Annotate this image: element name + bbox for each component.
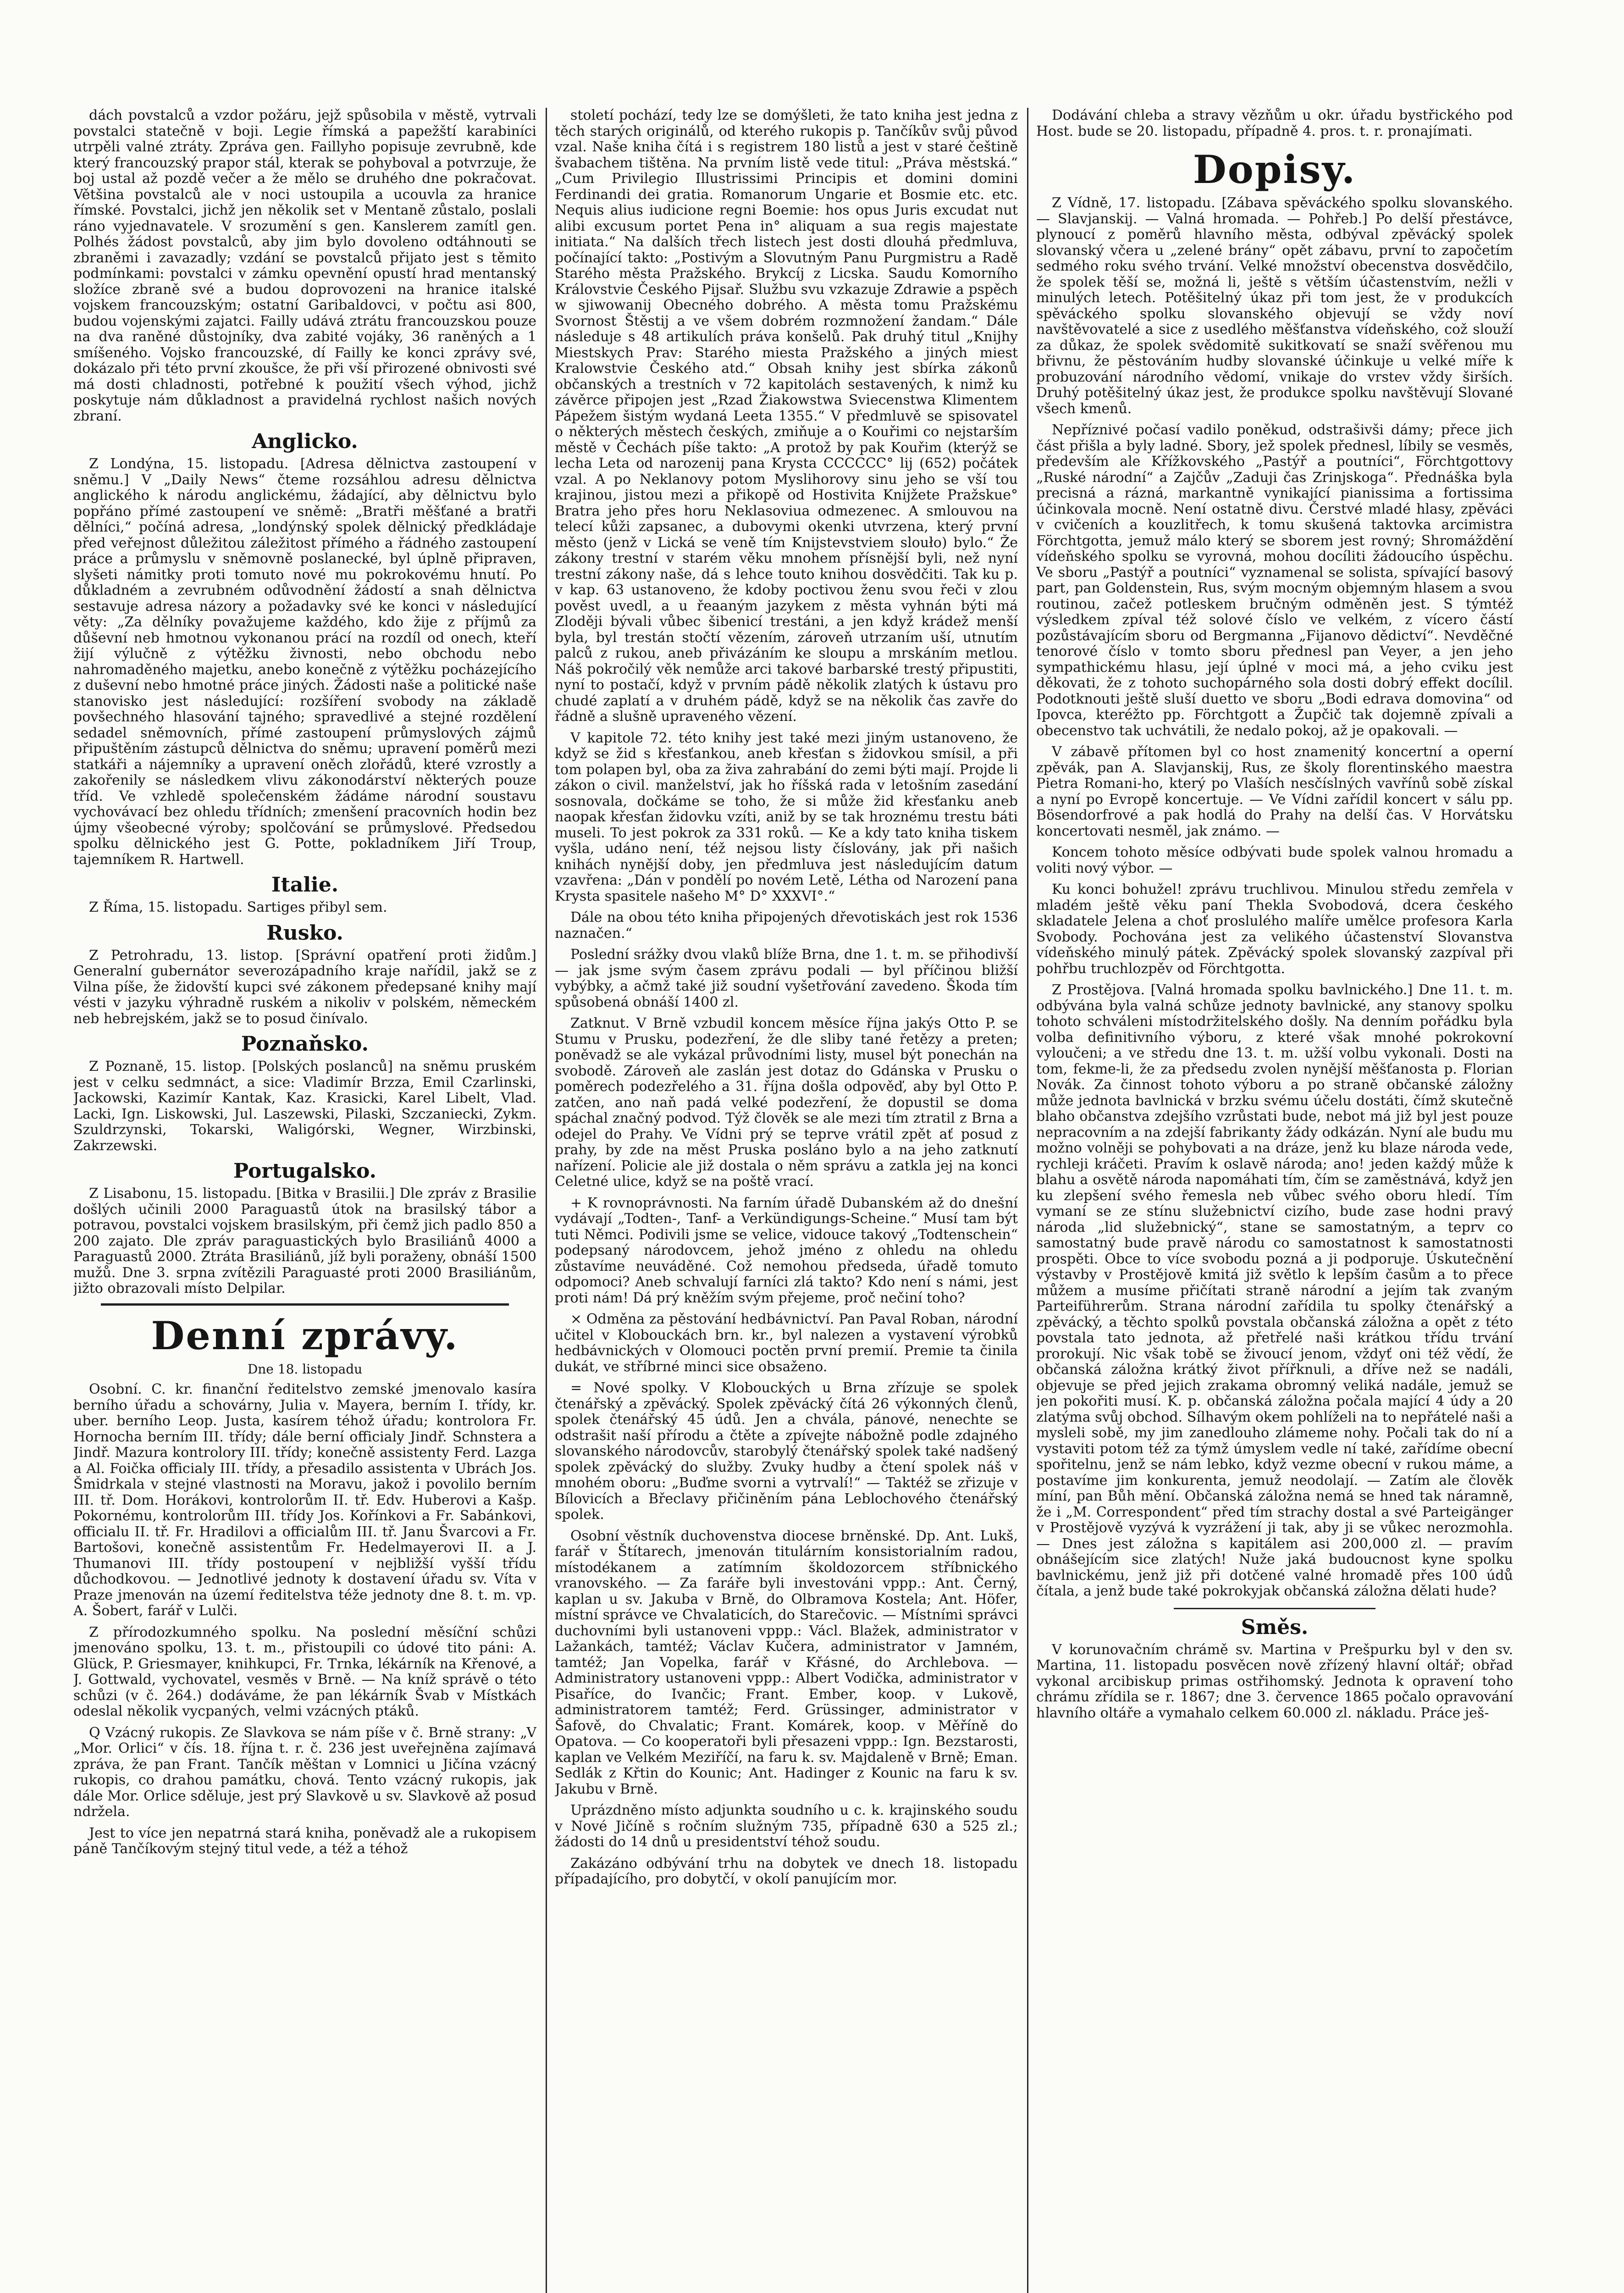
article-paragraph: Z Prostějova. [Valná hromada spolku bavlnického.] Dne 11. t. m. odbývána byla valná schůze jednoty bavlnické, any stanovy spolku tohoto schváleni místodržitelského došly. Na denním pořádku byla volba definitivního výboru, z které však mnohé pokrokovní vyloučeni; a ve středu dne 13. t. m. užší volbu vykonali. Dosti na tom, fekme-li, že za předsedu zvolen nynější měšťanosta p. Florian Novák. Za činnost tohoto výboru a po straně občanské záložny může jednota bavlnická v brzku svému účelu dostáti, čímž skutečně blaho občanstva zdejšího vzrůstati bude, nebot má již byl jest pouze nepracovním a na zdejší fabrikanty žády odkázán. Nyní ale budu mu možno volněji se pohybovati a na dráze, jenž ku blaze národa vede, rychleji kráčeti. Pravím k oslavě národa; ano! jeden každý může k blahu a osvětě národa napomáhati tím, čím se zaměstnává, když jen ku zlepšení svého řemesla neb vůbec svého oboru hledí. Tím vymaní se ze stínu služebnictví cizího, bude zase hodni pravý národa „lid služebnický“, stane se samostatným, a teprv co samostatný bude pravě národu co samostatnost k samostatnosti prospěti. Obce to více svobodu pozná a ji podporuje. Úskutečnění výstavby v Prostějově kmitá již světlo k lepším časům a to přece můžem a musíme přičítati straně národní a jejím tak zvaným Parteiführerům. Strana národní zařídila tu spolky čtenářský a zpěvácký, a těchto spolků povstala občanská záložna a opět z této povstala tato jednota, až přetřelé naši krátkou třídu trvání prorokují. Nic však tobě se živoucí jenom, vždyť oni též vědí, že občanská záložna krátký život přířknuli, a dříve než se nadáli, objevuje se před jejich zrakama obromný veliká nadále, jemuž se jen pokořiti musí. K. p. občanská záložna počala mající 4 údy a 20 zlatýma svůj obchod. Sílhavým okem pohlíželi na to nepřátelé naši a mysleli sobě, my jim zanedlouho zlámeme nohy. Počali tak do ní a vystaviti potom též za týmž úmyslem vedle ní také, zařídíme obecní spořitelnu, jenž se nám lebko, když vezme obecní v rukou máme, a postavíme jim konkurenta, jemuž neodolají. — Zatím ale člověk míní, pan Bůh mění. Občanská záložna nemá se hned tak náramně, že i „M. Correspondent“ před tím strachy dostal a své Parteigänger v Prostějově vyzývá k vyzrážení ji tak, aby ji se vůkec nerozmohla. — Dnes jest záložna s kapitálem asi 200,000 zl. — pravím obnášejícím sice zlatých! Nuže jaká budoucnost kyne spolku bavlnickému, jenž již při dotčené valné hromadě přes 100 údů čítala, a jenž bude také pokrokyjak občanská záložna dělati hude? [1036, 982, 1513, 1599]
article-paragraph: Osobní. C. kr. finanční ředitelstvo zemské jmenovalo kasíra berního úřadu a schovárny, Julia v. Mayera, berním I. třídy, kr. uber. berního Leop. Justa, kasírem téhož úřadu; kontrolora Fr. Hornocha berním III. třídy; dále berní officialy Jindř. Schnstera a Jindř. Mazura kontrolory III. třídy; konečně assistenty Ferd. Lazga a Al. Foička officialy III. třídy, a přesadilo assistenta v Ubrách Jos. Šmidrkala v stejné vlastnosti na Moravu, jakož i povolilo berním III. tř. Dom. Horákovi, kontrolorům II. tř. Edv. Huberovi a Kašp. Pokornému, kontrolorům III. třídy Jos. Kořínkovi a Fr. Sabánkovi, officialu II. tř. Fr. Hradilovi a officialům III. tř. Janu Švarcovi a Fr. Bartošovi, konečně assistentům Fr. Hedelmayerovi II. a J. Thumanovi III. třídy postoupení v nejbližší vyšší třídu důchodkovou. — Jednotlivé jednoty k dostavení úřadu sv. Víta v Praze jmenován na území ředitelstva téže jednoty dne 8. t. m. vp. A. Šobert, farář v Lulči. [73, 1381, 536, 1619]
section-heading: Směs. [1241, 1615, 1309, 1639]
article-paragraph: Dodávání chleba a stravy vězňům u okr. úřadu bystřického pod Host. bude se 20. listopadu, případně 4. pros. t. r. pronajímati. [1036, 108, 1513, 139]
article-paragraph: Zakázáno odbývání trhu na dobytek ve dnech 18. listopadu případajícího, pro dobytčí, v okolí panujícím mor. [555, 1855, 1018, 1887]
column-3 [1036, 108, 1513, 2293]
article-paragraph: Z Vídně, 17. listopadu. [Zábava spěváckého spolku slovanského. — Slavjanskij. — Valná hromada. — Pohřeb.] Po delší přestávce, plynoucí z poměrů hlavního města, odbýval zpěvácký spolek slovanský včera u „zelené brány“ opět zábavu, první to započetím sedmého roku svého trvání. Velké množství obecenstva dosvědčilo, že spolek těší se, možná li, ještě s větším účastenstvím, nežli v minulých letech. Potěšitelný úkaz při tom jest, že v produkcích spěváckého spolku slovanského objevují se vždy noví navštěvovatelé a sice z usedlého měšťanstva vídeňského, což slouží za důkaz, že spolek svědomitě sukitkovatí se snaží svěřenou mu břivnu, že pěstováním hudby slovanské účinkuje u velké míře k probuzování národního vědomí, vnikaje do vrstev vždy širších. Druhý potěšitelný úkaz jest, že produkce spolku navštěvují Slované všech kmenů. [1036, 195, 1513, 417]
section-heading: Rusko. [266, 921, 343, 945]
article-paragraph: Zatknut. V Brně vzbudil koncem měsíce října jakýs Otto P. se Stumu v Prusku, podezření, že dle sliby tané řetězy a preten; poněvadž se ale vykázal průvodními listy, musel být ponechán na svobodě. Zároveň ale zaslán jest dotaz do Gdánska v Prusku o poměrech podezřelého a 31. října došla odpověď, aby byl Otto P. zatčen, ano naň padá velké podezření, že dopustil se doma spáchal značný podvod. Týž člověk se ale mezi tím ztratil z Brna a odejel do Prahy. Ve Vídni prý se teprve vrátil zpět ať posud z prahy, by zde na měst Pruska posláno bylo a na jeho zatknutí nařízení. Policie ale již dostala o něm správu a zatkla jej na konci Celetné ulice, když se na poště vrací. [555, 1015, 1018, 1190]
section-heading: Anglicko. [252, 430, 358, 453]
divider [101, 1303, 509, 1306]
section-heading: Poznaňsko. [241, 1032, 369, 1056]
article-paragraph: = Nové spolky. V Klobouckých u Brna zřízuje se spolek čtenářský a zpěvácký. Spolek zpěvácký čítá 26 výkonných členů, spolek čtenářský 45 údů. Jen a chvála, pánové, nenechte se odstrašit naší přírodu a čtěte a zpívejte nábožně podle zdajného slovanského národovcův, starobylý čtenářský spolek také nadšený spolek zpěvácký do služby. Zvuky hudby a čtení spolek náš v mnohém oboru: „Buďme svorni a vytrvalí!“ — Taktéž se zřizuje v Bílovicích a Břeclavy přičiněním pána Leblochového čtenářský spolek. [555, 1380, 1018, 1523]
section-heading: Portugalsko. [233, 1159, 376, 1183]
column-1 [73, 108, 536, 2293]
article-paragraph: Z Petrohradu, 13. listop. [Správní opatření proti židům.] Generalní gubernátor severozápadního kraje nařídil, jakž se z Vilna píše, že židovští kupci své zákonem předepsané knihy mají vésti v jazyku výhradně ruském a nikoliv v polském, německém neb hebrejském, jakž se to posud činívalo. [73, 947, 536, 1027]
section-heading: Italie. [271, 873, 339, 897]
article-paragraph: + K rovnoprávnosti. Na farním úřadě Dubanském až do dnešní vydávají „Todten-, Tanf- a Verkündigungs-Scheine.“ Musí tam být tuti Němci. Podivili jsme se velice, vidouce takový „Todtenschein“ podepsaný národovcem, jehož jméno z ohledu na ohledu zůstavíme neuváděné. Což nemohou předseda, úřadě tomuto odpomoci? Aneb schvalují farníci zlá takto? Kdo není s námi, jest proti nám! Dá prý kněžím svým přejeme, proč nečiní toho? [555, 1195, 1018, 1306]
divider [1174, 1608, 1375, 1609]
article-paragraph: Koncem tohoto měsíce odbývati bude spolek valnou hromadu a voliti nový výbor. — [1036, 844, 1513, 876]
column-rule-1 [546, 108, 547, 2293]
article-paragraph: Osobní věstník duchovenstva diocese brněnské. Dp. Ant. Lukš, farář v Štítarech, jmenován titulárním konsistorialním radou, místodékanem a zatímním školdozorcem stříbnického vranovského. — Za faráře byli investováni vppp.: Ant. Černý, kaplan u sv. Jakuba v Brně, do Olbramova Kostela; Ant. Höfer, místní správce ve Chvalaticích, do Starečovic. — Místními správci duchovními byli ustanoveni vppp.: Václ. Blažek, administrator v Lažankách, tamtéž; Václav Kučera, administrator v Jamném, tamtéž; Jan Vopelka, farář v Křásné, do Archlebova. — Administratory ustanoveni vppp.: Albert Vodička, administrator v Pisaříce, do Ivančic; Frant. Ember, koop. v Lukově, administratorem tamtéž; Ferd. Grüssinger, administrator v Šafově, do Chvalatic; Frant. Komárek, koop. v Měříně do Opatova. — Co kooperatoři byli přesazeni vppp.: Ign. Bezstarosti, kaplan ve Velkém Meziříčí, na faru k. sv. Majdaleně v Brně; Eman. Sedlák z Křtin do Kounic; Ant. Hadinger z Kounic na faru k sv. Jakubu v Brně. [555, 1528, 1018, 1797]
article-paragraph: Jest to více jen nepatrná stará kniha, poněvadž ale a rukopisem páně Tančíkovým stejný titul vede, a též a téhož [73, 1825, 536, 1857]
dateline: Dne 18. listopadu [247, 1361, 363, 1377]
section-masthead: Dopisy. [1193, 147, 1357, 192]
article-paragraph: Ku konci bohužel! zprávu truchlivou. Minulou středu zemřela v mladém ještě věku paní Thekla Svobodová, dcera českého skladatele Jelena a choť proslulého malíře umělce profesora Karla Svobody. Pochována jest za velikého účastenství Slovanstva vídeňského minulý pátek. Zpěvácký spolek slovanský zazpíval při pohřbu truchlozpěv od Förchtgotta. [1036, 881, 1513, 977]
article-paragraph: V kapitole 72. této knihy jest také mezi jiným ustanoveno, že když se žid s křesťankou, aneb křesťan s židovkou smísil, a při tom polapen byl, oba za živa zahrabání do zemi býti mají. Projde li zákon o civil. manželství, jak ho říšská rada v letošním zasedání sosnovala, dočkáme se toho, že si může žid křesťanku aneb naopak křesťan židovku vzíti, aniž by se tak hroznému trestu báti museli. To jest pokrok za 331 roků. — Ke a kdy tato kniha tiskem vyšla, udáno není, též nejsou listy číslovány, jak při našich knihách nynější doby, jen předmluva jest následujícím datum vzavřena: „Dán v pondělí po novém Letě, Létha od Narození pana Krysta spasitele našeho M° D° XXXVI°.“ [555, 730, 1018, 904]
article-paragraph: Uprázdněno místo adjunkta soudního u c. k. krajinského soudu v Nové Jičíně s ročním služným 735, případně 630 a 525 zl.; žádosti do 14 dnů u presidentství téhož soudu. [555, 1802, 1018, 1850]
article-paragraph: Z Londýna, 15. listopadu. [Adresa dělnictva zastoupení v sněmu.] V „Daily News“ čteme rozsáhlou adresu dělnictva anglického k národu anglickému, žádající, aby dělnictvu bylo popřáno přímé zastoupení ve sněmě: „Bratři měšťané a bratři dělníci,“ počíná adresa, „londýnský spolek dělnický předkládaje před veřejnost důležitou záležitost přímého a řádného zastoupení práce a průmyslu v sněmovně poslanecké, byl úplně připraven, slyšeti námitky proti tomuto nové mu pokrokovému hnutí. Po důkladném a zevrubném odůvodnění žádostí a snah dělnictva sestavuje adresa názory a požadavky své ke konci v následující věty: „Za dělníky považujeme každého, kdo žije z příjmů za důševní neb hmotnou vykonanou prácí na rozdíl od onech, kteří žijí výlučně z výtěžku živnosti, nebo obchodu nebo nahromaděného majetku, anebo konečně z výtěžku pocházejícího z duševní nebo hmotné práce jiných. Žádosti naše a politické naše stanovisko jest následující: rozšíření svobody na základě povšechného hlasování tajného; spravedlivé a stejné rozdělení sedadel sněmovních, přímé zastoupení průmyslových zájmů připuštěním zástupců dělnictva do sněmu; upravení poměrů mezi statkáři a nájemníky a upravení oněch zlořádů, které vzrostly a zakořenily se následkem vlivu zákonodárství některých pouze tříd. Ve vzhledě společenském žádáme národní soustavu vychovávací bez ohledu třídních; zmenšení pracovních hodin bez újmy všeobecné výroby; spolčování se průmyslové. Předsedou spolku dělnického jest G. Potte, pokladníkem Jiří Troup, tajemníkem R. Hartwell. [73, 456, 536, 868]
article-paragraph: Q Vzácný rukopis. Ze Slavkova se nám píše v č. Brně strany: „V „Mor. Orlici“ v čís. 18. října t. r. č. 236 jest uveřejněna zajímavá zpráva, že pan Frant. Tančík měštan v Lomnici u Jičína vzácný rukopis, co drahou památku, chová. Tento vzácný rukopis, jak dále Mor. Orlice sděluje, jest prý Slavkově u sv. Slavkově až posud ndržela. [73, 1724, 536, 1820]
article-paragraph: Z Říma, 15. listopadu. Sartiges přibyl sem. [89, 899, 387, 915]
article-paragraph: Z Poznaně, 15. listop. [Polských poslanců] na sněmu pruském jest v celku sedmnáct, a sice: Vladimír Brzza, Emil Czarlinski, Jackowski, Kazimír Kantak, Kaz. Krasicki, Karel Libelt, Vlad. Lacki, Ign. Liskowski, Jul. Laszewski, Pilaski, Szczaniecki, Zykm. Szuldrzynski, Tokarski, Waligórski, Wegner, Wirzbinski, Zakrzewski. [73, 1058, 536, 1154]
article-paragraph: Poslední srážky dvou vlaků blíže Brna, dne 1. t. m. se přihodivší — jak jsme svým časem zprávu podali — byl příčinou bližší vybýbky, a ačmž také již soudní vyšetřování zavedeno. Škoda tím spůsobená obnáší 1400 zl. [555, 947, 1018, 1010]
column-rule-2 [1027, 108, 1028, 2293]
section-masthead: Denní zprávy. [151, 1313, 459, 1358]
article-paragraph: V zábavě přítomen byl co host znamenitý koncertní a operní zpěvák, pan A. Slavjanskij, Rus, ze školy florentinského maestra Pietra Romani-ho, který po Vlaších nesčíslných vavřínů sobě získal a nyní po Evropě koncertuje. — Ve Vídni zařídil koncert v sálu pp. Bösendorfrové a pak hodlá do Prahy na delší čas. V Horvátsku koncertovati nesměl, jak známo. — [1036, 744, 1513, 839]
article-paragraph: Z přírodozkumného spolku. Na poslední měsíční schůzi jmenováno spolku, 13. t. m., přistoupili co údové tito páni: A. Glück, P. Griesmayer, knihkupci, Fr. Trnka, lékárník na Křenové, a J. Gottwald, vychovatel, vesměs v Brně. — Na kníž správě o této schůzi (v č. 264.) dodáváme, že pan lékárník Švab v Místkách odeslal několik vycpaných, velmi vzácných ptáků. [73, 1624, 536, 1719]
column-2 [555, 108, 1018, 2293]
article-paragraph: V korunovačním chrámě sv. Martina v Prešpurku byl v den sv. Martina, 11. listopadu posvěcen nově zřízený hlavní oltář; obřad vykonal arcibiskup primas ostřihomský. Jednota k opravení toho chrámu zřídila se r. 1867; dne 3. července 1865 počalo opravování hlavního oltáře a vymahalo celkem 60.000 zl. nákladu. Práce ješ- [1036, 1641, 1513, 1721]
article-paragraph: Nepříznivé počasí vadilo poněkud, odstrašivši dámy; přece jich část přišla a byly ladné. Sbory, jež spolek přednesl, líbily se vesměs, především ale Křížkovského „Pastýř a poutníci“, Förchtgottovy „Ruské národní“ a Zajčův „Zaduji čas Zrinjskoga“. Přednáška byla precisná a rázná, markantně vynikající pianissima a fortissima účinkovala mocně. Není ostatně divu. Čerstvé mladé hlasy, zpěváci v cvičeních a kouzlitřech, k tomu skušená taktovka arcimistra Förchtgotta, jemuž málo který se sborem jest rovný; Shromáždění vídeňského spolku se vyrovná, mohou docíliti žádoucího úspěchu. Ve sboru „Pastýř a poutníci“ vyznamenal se solista, spívající basový part, pan Goldenstein, Rus, svým mocným objemným hlasem a svou routinou, začež potleskem bručným odměněn jest. S týmtéž výsledkem zpíval též solové číslo ve velkém, z vícero částí pozůstávajícím sboru od Bergmanna „Fijanovo dědictví“. Nevděčné tenorové číslo v tomto sboru přednesl pan Veyer, a jen jeho sympathickému hlasu, její úplné v moci má, a jeho cviku jest děkovati, že z tohoto suchopárného sola dosti dobrý effekt docílil. Podotknouti ještě sluší duetto ve sboru „Bodi edrava domovina“ od Ipovca, kteréžto pp. Förchtgott a Župčič tak dojemně zpívali a obecenstvo tak uchvátili, že nedalo pokoj, až je opakovali. — [1036, 422, 1513, 739]
article-paragraph: × Odměna za pěstování hedbávnictví. Pan Paval Roban, národní učitel v Klobouckách brn. kr., byl nalezen a vystavení výrobků hedbávnických v Olomouci poctěn první premií. Premie ta činila dukát, ve stříbrné minci sice obsaženo. [555, 1311, 1018, 1375]
article-paragraph: Dále na obou této kniha připojených dřevotiskách jest rok 1536 naznačen.“ [555, 909, 1018, 942]
article-paragraph: Z Lisabonu, 15. listopadu. [Bitka v Brasilii.] Dle zpráv z Brasilie došlých učinili 2000 Paraguastů útok na brasilský tábor a potravou, povstalci vojskem brasilským, při čemž jich padlo 850 a 200 zajato. Dle zpráv paraguastických bylo Brasiliánů 4000 a Paraguastů 2000. Ztráta Brasiliánů, jíž byli poraženy, obnáší 1500 mužů. Dne 3. srpna zvítězili Paraguasté proti 2000 Brasiliánům, jižto obrazovali místo Delpilar. [73, 1185, 536, 1296]
article-paragraph: dách povstalců a vzdor požáru, jejž spůsobila v městě, vytrvali povstalci statečně v boji. Legie římská a papežští karabiníci utrpěli valné ztráty. Zpráva gen. Faillyho popisuje zevrubně, kde který francouzský prapor stál, kterak se pohyboval a potvrzuje, že boj ustal až pozdě večer a že mělo se druhého dne pokračovat. Většina povstalců ale v noci ustoupila a ucouvla za hranice římské. Povstalci, jichž jen několik set v Mentaně zůstalo, poslali ráno vyjednavatele. V srozumění s gen. Kanslerem zamítl gen. Polhés žádost povstalců, aby jim bylo dovoleno odtáhnouti se zbraněmi i zavazadly; vzdání se povstalců přijato jest s těmito podmínkami: povstalci v zámku opevnění opustí hrad mentanský složíce zbraně své a budou doprovozeni na hranice italské vojskem francouzským; ostatní Garibaldovci, v počtu asi 800, budou vojenskými zajatci. Failly udává ztrátu francouzskou pouze na dva raněné důstojníky, dva zabité vojáky, 36 raněných a 1 smíšeného. Vojsko francouzské, dí Failly ke konci zprávy své, dokázalo při této první zkoušce, že při vší přirozené obnivosti své má dosti chladnosti, potřebné k použití všech výhod, jichž poskytuje nám důkladnost a pravidelná rychlost našich nových zbraní. [73, 108, 536, 424]
article-paragraph: století pochází, tedy lze se domýšleti, že tato kniha jest jedna z těch starých originálů, od kterého rukopis p. Tančíkův svůj původ vzal. Naše kniha čítá i s registrem 180 listů a jest v staré češtině švabachem tištěna. Na prvním listě vede titul: „Práva městská.“ „Cum Privilegio Illustrissimi Principis et domini domini Ferdinandi dei gratia. Romanorum Ungarie et Bosmie etc. etc. Nequis alius iudicione regni Boemie: hos opus Juris excudat nut alibi excusum portet Pena in° aliquam a sua regis majestate initiata.“ Na dalších třech listech jest dosti dlouhá předmluva, počínající takto: „Postivým a Slovutným Panu Purgmistru a Radě Starého města Pražského. Brykcíj z Licska. Saudu Komorního Královstvie Českého Pijsař. Službu svu vzkazuje Zdrawie a pspěch w sjiwowanij Obecného dobrého. A města tomu Pražskému Svornost Štěstij a ve všem dobrém rozmnožení žandam.“ Dále následuje s 48 artikulích práva konšelů. Pak druhý titul „Knijhy Miestskych Prav: Starého miesta Pražského a jiných miest Kralowstvie Českého atd.“ Obsah knihy jest sbírka zákonů občanských a trestních v 72 kapitolách sestavených, k nimž ku závěrce připojen jest „Rzad Žiakowstwa Sviecenstwa Klimentem Pápežem šistým wydaná Leeta 1355.“ V předmluvě se spisovatel o některých městech českých, zmiňuje a o Kouřimi co nejstarším městě v Čechách píše takto: „A protož by pak Kouřim (kterýž se lecha Leta od narozenij pana Krysta CCCCCC° lij (652) počátek vzal. A po Neklanovy potom Myslihorovy sinu jeho se vší tou krajinou, jistou mezi a přikopě od Hostivita Knijžete Pražskue° Bratra jeho přes horu Neklasoviua odmezenec. A smlouvou na telecí kůži zapsanec, a dubovymi okenki utvrzena, který první město (jenž v Lická se veně tím Knijstevstviem slouło) bylo.“ Že zákony trestní v starém věku mnohem přísnější byli, než nyní trestní zákony naše, dá s lehce touto knihou dosvědčiti. Tak ku p. v kap. 63 ustanoveno, že kdoby poctivou ženu svou řeči v zlou pověst uvedl, a u řeaaným jazykem z města vyhnán býti má Zloději bývali vůbec šibenicí trestáni, a jen když krádež menší byla, byl trestán stočtí vězením, zároveň utrzaním uší, utnutím palců z rukou, aneb přivázáním ke sloupu a mrskáním metlou. Náš pokročilý věk nemůže arci takové barbarské trestý připustiti, nyní to postačí, když v prvním pádě několik zlatých k ústavu pro chudé zaplatí a v druhém pádě, když se na několik čas zavře do řádně a slušně upraveného vězení. [555, 108, 1018, 725]
